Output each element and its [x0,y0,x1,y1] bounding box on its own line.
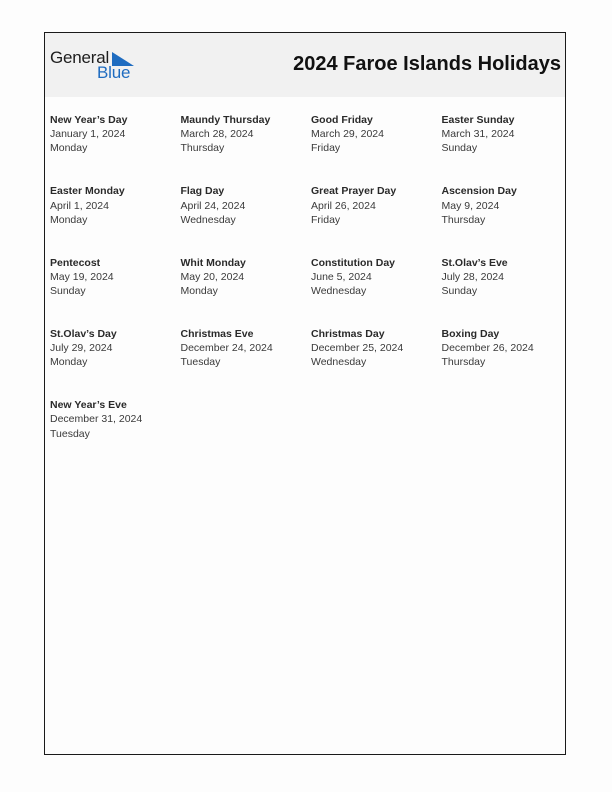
holiday-date: May 20, 2024 [180,270,245,283]
holiday-date: December 24, 2024 [180,342,273,355]
holiday-name: Great Prayer Day [311,185,397,198]
holiday-entry [50,327,181,398]
holiday-date: March 28, 2024 [180,128,254,141]
holiday-name: Flag Day [180,185,225,198]
holiday-day: Wednesday [311,356,367,369]
holiday-name: New Year’s Day [50,114,128,126]
holiday-day: Sunday [50,285,86,297]
holiday-entry [442,113,567,184]
holiday-date: July 28, 2024 [441,270,504,283]
logo-text-general: General [50,48,110,67]
generalblue-logo [50,48,140,82]
holiday-day: Monday [50,356,88,369]
holiday-name: Christmas Day [311,327,385,340]
holiday-date: January 1, 2024 [50,128,126,141]
holiday-name: St.Olav’s Day [50,327,117,340]
holiday-name: Maundy Thursday [180,114,271,126]
holiday-day: Friday [311,142,341,155]
holiday-name: Good Friday [311,114,373,126]
holiday-day: Monday [50,213,88,226]
holiday-date: April 26, 2024 [311,199,376,212]
holiday-date: December 31, 2024 [50,413,143,426]
holiday-entry [311,327,442,398]
holiday-name: Constitution Day [311,256,395,269]
holiday-entry [181,113,312,184]
holiday-date: June 5, 2024 [311,270,372,283]
holiday-entry [181,256,312,327]
holiday-date: March 31, 2024 [441,128,515,141]
logo-text-blue: Blue [97,63,131,82]
page-title: 2024 Faroe Islands Holidays [293,53,561,75]
holiday-entry [442,327,567,398]
holiday-entry [442,256,567,327]
holiday-name: Boxing Day [441,327,500,340]
holiday-name: Easter Monday [50,185,125,198]
holiday-grid [50,113,566,469]
holiday-date: March 29, 2024 [311,128,384,141]
holiday-entry [50,113,181,184]
holiday-day: Wednesday [180,213,236,226]
holiday-date: April 1, 2024 [50,199,109,212]
holiday-day: Thursday [180,142,225,155]
holiday-day: Tuesday [180,356,221,369]
holiday-day: Tuesday [50,427,90,440]
holiday-date: December 26, 2024 [441,342,534,355]
holiday-entry [181,327,312,398]
holiday-name: Whit Monday [180,256,246,269]
holiday-name: Easter Sunday [441,114,515,126]
holiday-entry [50,256,181,327]
holiday-date: July 29, 2024 [50,342,113,355]
holiday-name: Pentecost [50,256,101,269]
holiday-day: Thursday [441,356,486,369]
holiday-day: Sunday [441,142,478,155]
holiday-entry [311,113,442,184]
holiday-day: Monday [50,142,88,155]
holiday-entry [311,256,442,327]
holiday-entry [181,184,312,255]
header-band [45,33,565,97]
holiday-date: May 19, 2024 [50,270,114,283]
holiday-name: New Year’s Eve [50,399,127,412]
holiday-day: Thursday [441,213,486,226]
holiday-day: Monday [180,285,218,297]
holiday-date: December 25, 2024 [311,342,404,355]
holiday-name: Ascension Day [441,185,517,198]
holiday-entry [50,184,181,255]
holiday-entry [50,398,181,469]
holiday-name: Christmas Eve [180,327,254,340]
holiday-entry [442,184,567,255]
holiday-name: St.Olav’s Eve [441,256,508,269]
holiday-day: Sunday [441,285,478,297]
holiday-day: Friday [311,213,341,226]
holiday-date: April 24, 2024 [180,199,246,212]
holiday-day: Wednesday [311,285,367,297]
holiday-date: May 9, 2024 [441,199,500,212]
page-frame [44,32,566,755]
holiday-entry [311,184,442,255]
